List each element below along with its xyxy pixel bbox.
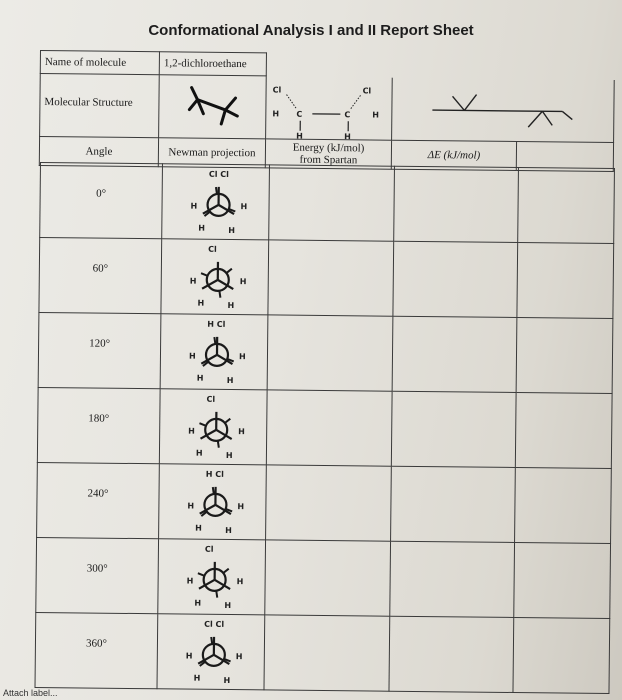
newman-h-label: H: [237, 502, 245, 512]
hw-c-left: C: [296, 109, 303, 119]
handwritten-structure: [266, 76, 392, 139]
newman-h-label: H: [197, 298, 205, 308]
newman-h-label: H: [240, 202, 248, 212]
newman-h-label: H: [235, 652, 243, 662]
handwritten-structure-cell: [266, 76, 393, 140]
delta-e-cell[interactable]: [390, 541, 515, 617]
delta-e-header: ΔE (kJ/mol): [391, 140, 516, 170]
newman-h-label: H: [188, 351, 196, 361]
newman-h-label: H: [224, 600, 232, 611]
extra-cell[interactable]: [513, 617, 610, 693]
newman-top-label: Cl Cl: [208, 169, 229, 179]
newman-top-label: H Cl: [205, 469, 224, 479]
newman-h-label: H: [190, 201, 198, 211]
newman-h-label: H: [195, 523, 202, 533]
angle-row: [37, 462, 612, 543]
newman-h-label: H: [236, 577, 244, 587]
newman-h-label: H: [238, 427, 245, 437]
newman-top-label: Cl: [208, 244, 217, 254]
newman-h-label: H: [189, 276, 197, 286]
energy-cell[interactable]: [264, 615, 390, 691]
energy-cell[interactable]: [265, 540, 391, 616]
structure-label: Molecular Structure: [44, 96, 133, 109]
footer-text: Attach label...: [3, 688, 58, 698]
angle-rows-table: [34, 162, 614, 694]
structure-row: [40, 74, 615, 143]
newman-h-label: H: [226, 375, 234, 386]
newman-h-label: H: [228, 225, 235, 236]
hw-h-bottom-right: H: [344, 131, 351, 140]
angle-cell: [39, 238, 162, 314]
newman-projection-icon: [162, 164, 269, 239]
newman-h-label: H: [185, 651, 193, 661]
extra-cell[interactable]: [517, 168, 614, 244]
molecule-model-icon: [159, 75, 266, 138]
hw-h-left: H: [272, 108, 280, 119]
hw-h-bottom-left: H: [296, 131, 303, 140]
extra-cell[interactable]: [515, 392, 612, 468]
angle-cell: [37, 387, 160, 463]
angle-value: 240°: [87, 487, 109, 500]
newman-h-label: H: [223, 675, 231, 686]
extra-cell[interactable]: [517, 243, 614, 319]
newman-cell: [161, 239, 269, 315]
hw-cl-left: Cl: [272, 84, 282, 95]
newman-projection-icon: [159, 464, 266, 539]
newman-h-label: H: [187, 501, 195, 511]
name-label-cell: [40, 51, 159, 75]
hw-cl-right: Cl: [362, 85, 372, 95]
newman-h-label: H: [195, 448, 203, 458]
angle-row: [35, 612, 610, 693]
newman-h-label: H: [193, 673, 201, 683]
zigzag-structure: [392, 77, 613, 141]
angle-header: Angle: [39, 137, 158, 167]
newman-h-label: H: [198, 223, 206, 233]
energy-cell[interactable]: [268, 240, 394, 316]
structure-label-cell: [40, 74, 160, 138]
delta-e-cell[interactable]: [390, 466, 515, 542]
angle-value: 0°: [96, 187, 107, 200]
angle-row: [40, 163, 615, 244]
angle-row: [39, 238, 614, 319]
name-label: Name of molecule: [44, 56, 127, 69]
newman-projection-icon: [157, 614, 264, 689]
angle-value: 360°: [85, 637, 107, 650]
angle-cell: [38, 312, 161, 388]
newman-projection-icon: [158, 539, 265, 614]
newman-h-label: H: [194, 598, 202, 608]
page-title: Conformational Analysis I and II Report Sheet: [148, 22, 474, 39]
angle-cell: [35, 612, 158, 688]
newman-h-label: H: [225, 525, 232, 536]
angle-row: [37, 387, 612, 468]
angle-cell: [37, 462, 160, 538]
newman-cell: [159, 464, 267, 540]
energy-cell[interactable]: [266, 465, 392, 541]
newman-top-label: H Cl: [207, 319, 226, 329]
newman-projection-icon: [161, 314, 268, 389]
extra-cell[interactable]: [514, 467, 611, 543]
extra-cell[interactable]: [516, 318, 613, 394]
newman-cell: [157, 614, 265, 690]
report-table: [39, 50, 615, 172]
angle-value: 120°: [89, 337, 111, 350]
delta-e-cell[interactable]: [393, 241, 518, 317]
angle-row: [36, 537, 611, 618]
energy-cell[interactable]: [267, 315, 393, 391]
newman-cell: [160, 314, 268, 390]
angle-value: 300°: [86, 562, 108, 575]
hw-h-right: H: [372, 109, 380, 120]
angle-value: 180°: [88, 412, 110, 425]
newman-header: Newman projection: [158, 138, 265, 168]
energy-cell[interactable]: [266, 390, 392, 466]
newman-h-label: H: [196, 373, 204, 383]
hw-c-right: C: [344, 109, 351, 119]
extra-cell[interactable]: [514, 542, 611, 618]
newman-projection-icon: [160, 389, 267, 464]
delta-e-cell[interactable]: [392, 316, 517, 392]
newman-h-label: H: [238, 352, 246, 362]
angle-cell: [36, 537, 159, 613]
name-value: 1,2-dichloroethane: [163, 57, 247, 71]
newman-top-label: Cl: [206, 394, 216, 404]
delta-e-cell[interactable]: [394, 166, 519, 242]
newman-top-label: Cl Cl: [204, 619, 225, 629]
energy-cell[interactable]: [269, 165, 395, 241]
energy-header: Energy (kJ/mol) from Spartan: [265, 139, 391, 169]
angle-row: [38, 312, 613, 393]
handwritten-zigzag-cell: [392, 77, 615, 142]
newman-h-label: H: [225, 450, 233, 461]
newman-h-label: H: [188, 426, 195, 436]
newman-projection-icon: [161, 239, 268, 314]
newman-top-label: Cl: [204, 544, 214, 554]
angle-value: 60°: [92, 262, 109, 275]
angle-cell: [40, 163, 163, 239]
newman-cell: [159, 389, 267, 465]
newman-h-label: H: [186, 576, 194, 586]
newman-cell: [158, 539, 266, 615]
newman-cell: [162, 164, 270, 240]
newman-h-label: H: [227, 300, 235, 311]
newman-h-label: H: [239, 277, 247, 287]
structure-image-cell: [159, 75, 267, 139]
delta-e-cell[interactable]: [389, 616, 514, 692]
name-value-cell: [159, 52, 266, 76]
delta-e-cell[interactable]: [391, 391, 516, 467]
